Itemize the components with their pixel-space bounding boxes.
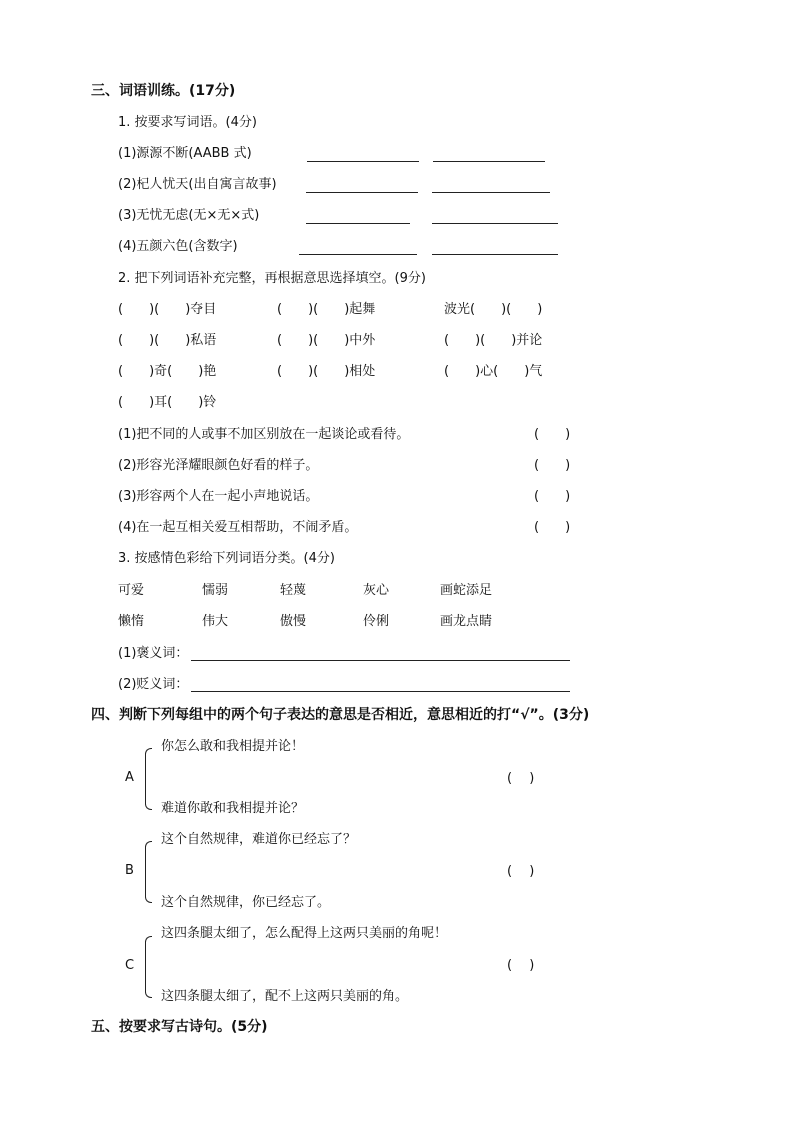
q1-blank-2b[interactable] bbox=[432, 192, 550, 193]
q1-blank-1a[interactable] bbox=[307, 161, 419, 162]
q1-item-3: (3)无忧无虑(无×无×式) bbox=[118, 208, 260, 223]
q2-meaning-1: (1)把不同的人或事不加区别放在一起谈论或看待。 bbox=[118, 427, 410, 442]
q2-word: ( )( )并论 bbox=[444, 333, 543, 348]
group-b-sentence-1: 这个自然规律，难道你已经忘了？ bbox=[161, 832, 357, 847]
q1-title: 1. 按要求写词语。(4分) bbox=[118, 115, 257, 130]
q3-commend-label: (1)褒义词： bbox=[118, 646, 189, 661]
q2-word: ( )耳( )铃 bbox=[118, 395, 217, 410]
q1-blank-4a[interactable] bbox=[299, 254, 417, 255]
q3-word: 伟大 bbox=[202, 614, 229, 629]
q3-word: 懦弱 bbox=[202, 583, 229, 598]
q2-word: ( )( )中外 bbox=[277, 333, 376, 348]
q2-word: ( )心( )气 bbox=[444, 364, 543, 379]
group-b-brace bbox=[145, 841, 152, 903]
q3-word: 画龙点睛 bbox=[440, 614, 493, 629]
q2-answer-blank-2[interactable]: ( ) bbox=[534, 458, 571, 473]
q2-meaning-3: (3)形容两个人在一起小声地说话。 bbox=[118, 489, 319, 504]
q3-commend-blank[interactable] bbox=[191, 660, 570, 661]
q3-word: 画蛇添足 bbox=[440, 583, 493, 598]
q3-derogatory-blank[interactable] bbox=[191, 691, 570, 692]
group-a-sentence-1: 你怎么敢和我相提并论！ bbox=[161, 739, 305, 754]
group-c-brace bbox=[145, 936, 152, 998]
q2-word: 波光( )( ) bbox=[444, 302, 543, 317]
q2-word: ( )( )夺目 bbox=[118, 302, 217, 317]
q2-answer-blank-4[interactable]: ( ) bbox=[534, 520, 571, 535]
section5-heading: 五、按要求写古诗句。(5分) bbox=[91, 1019, 268, 1035]
group-c-answer-blank[interactable]: ( ) bbox=[507, 958, 535, 973]
group-b-answer-blank[interactable]: ( ) bbox=[507, 864, 535, 879]
section4-heading: 四、判断下列每组中的两个句子表达的意思是否相近，意思相近的打“√”。(3分) bbox=[91, 707, 590, 723]
q1-blank-2a[interactable] bbox=[306, 192, 418, 193]
q1-blank-4b[interactable] bbox=[432, 254, 558, 255]
q3-title: 3. 按感情色彩给下列词语分类。(4分) bbox=[118, 551, 335, 566]
q2-meaning-4: (4)在一起互相关爱互相帮助，不闹矛盾。 bbox=[118, 520, 358, 535]
q2-word: ( )奇( )艳 bbox=[118, 364, 217, 379]
q3-word: 灰心 bbox=[363, 583, 390, 598]
q1-item-2: (2)杞人忧天(出自寓言故事) bbox=[118, 177, 277, 192]
q2-meaning-2: (2)形容光泽耀眼颜色好看的样子。 bbox=[118, 458, 319, 473]
q1-blank-1b[interactable] bbox=[433, 161, 545, 162]
q2-word: ( )( )相处 bbox=[277, 364, 376, 379]
q3-word: 懒惰 bbox=[118, 614, 145, 629]
group-b-sentence-2: 这个自然规律，你已经忘了。 bbox=[161, 895, 331, 910]
group-c-sentence-2: 这四条腿太细了，配不上这两只美丽的角。 bbox=[161, 989, 409, 1004]
q3-word: 伶俐 bbox=[363, 614, 390, 629]
q3-word: 轻蔑 bbox=[280, 583, 307, 598]
q3-word: 可爱 bbox=[118, 583, 145, 598]
q3-word: 傲慢 bbox=[280, 614, 307, 629]
group-b-letter: B bbox=[125, 863, 134, 878]
q1-item-4: (4)五颜六色(含数字) bbox=[118, 239, 238, 254]
group-c-letter: C bbox=[125, 958, 135, 973]
q2-word: ( )( )私语 bbox=[118, 333, 217, 348]
section3-heading: 三、词语训练。(17分) bbox=[91, 83, 236, 99]
group-a-brace bbox=[145, 748, 152, 810]
q1-blank-3b[interactable] bbox=[432, 223, 558, 224]
q2-answer-blank-1[interactable]: ( ) bbox=[534, 427, 571, 442]
group-c-sentence-1: 这四条腿太细了，怎么配得上这两只美丽的角呢！ bbox=[161, 926, 448, 941]
group-a-answer-blank[interactable]: ( ) bbox=[507, 771, 535, 786]
q2-word: ( )( )起舞 bbox=[277, 302, 376, 317]
q3-derogatory-label: (2)贬义词： bbox=[118, 677, 189, 692]
group-a-letter: A bbox=[125, 770, 134, 785]
group-a-sentence-2: 难道你敢和我相提并论？ bbox=[161, 801, 305, 816]
q2-title: 2. 把下列词语补充完整，再根据意思选择填空。(9分) bbox=[118, 271, 426, 286]
q1-blank-3a[interactable] bbox=[306, 223, 410, 224]
q1-item-1: (1)源源不断(AABB 式) bbox=[118, 146, 252, 161]
q2-answer-blank-3[interactable]: ( ) bbox=[534, 489, 571, 504]
